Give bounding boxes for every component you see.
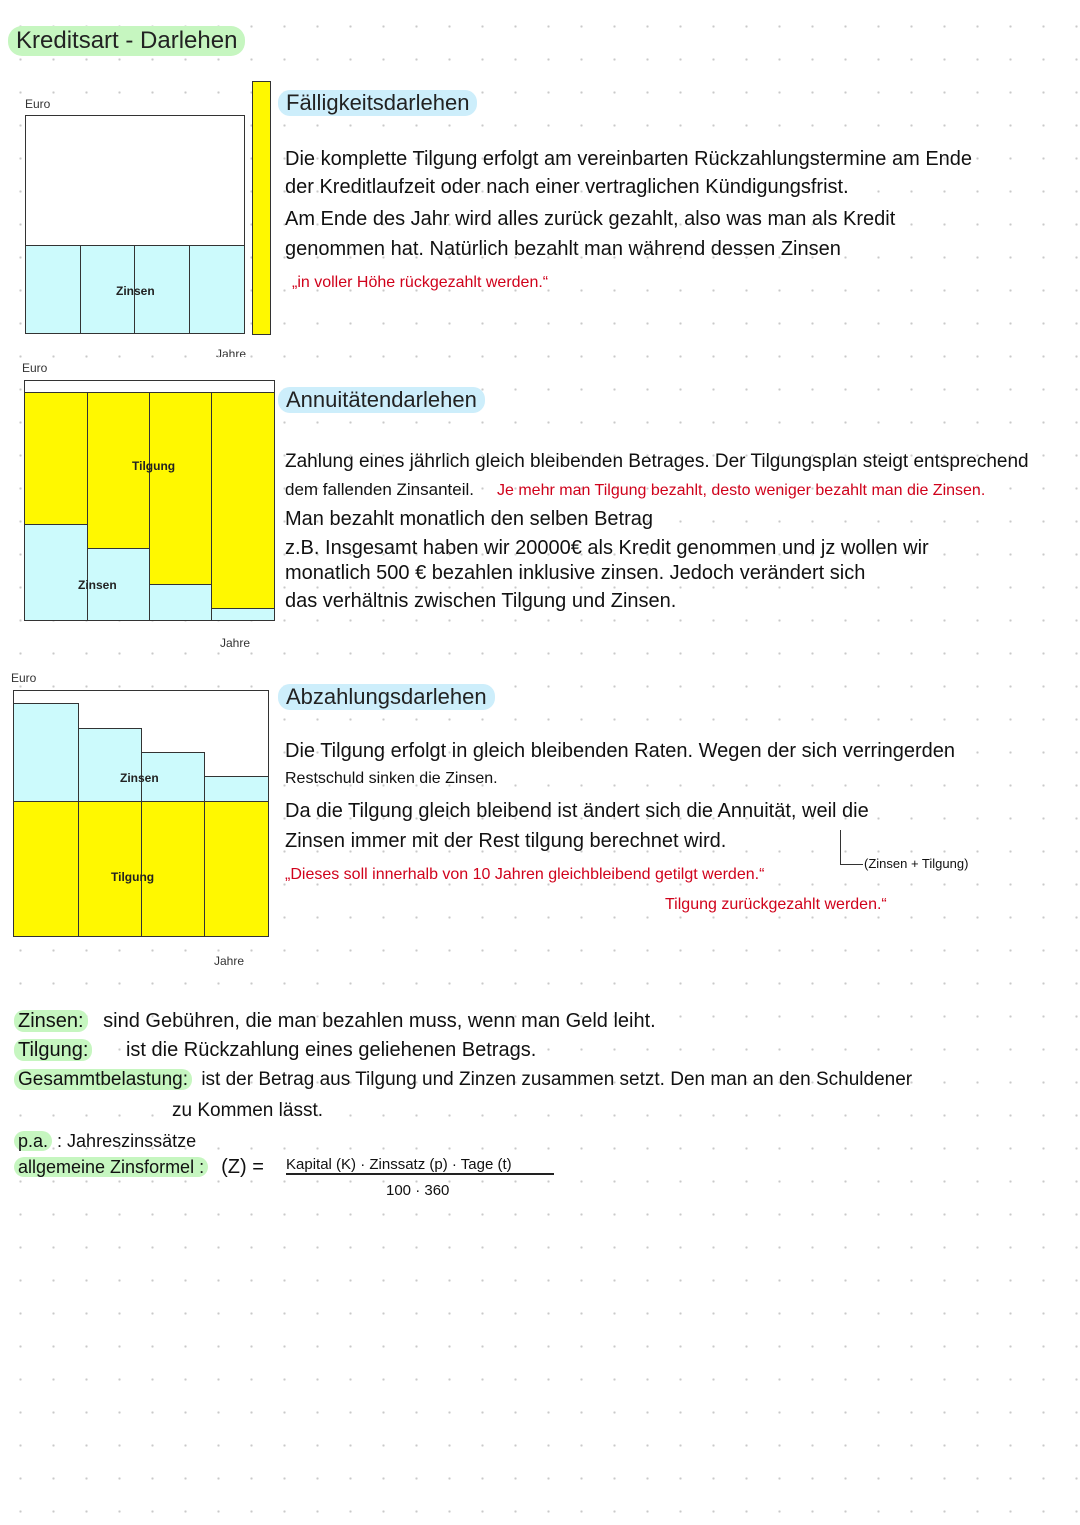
zinsen-label: Zinsen [116, 284, 155, 298]
text-line: Zahlung eines jährlich gleich bleibenden Betrages. Der Tilgungsplan steigt entsprechend [285, 451, 1029, 472]
definition-formel [14, 1156, 264, 1179]
zinsen-bar [13, 703, 79, 802]
tilgung-bar [13, 801, 79, 937]
zinsen-label: Zinsen [120, 771, 159, 785]
formula-denominator: 100 · 360 [386, 1182, 450, 1199]
definition-gesamtbelastung [14, 1069, 912, 1091]
heading-abzahlungsdarlehen: Abzahlungsdarlehen [278, 684, 495, 710]
tilgung-bar [252, 81, 271, 335]
term-zinsformel: allgemeine Zinsformel : [14, 1157, 208, 1177]
red-note: Je mehr man Tilgung bezahlt, desto weniger bezahlt man die Zinsen. [497, 482, 986, 499]
zinsen-bar [24, 524, 88, 621]
zinsen-bar [204, 776, 269, 802]
term-gesamtbelastung: Gesammtbelastung: [14, 1069, 192, 1090]
term-pa: p.a. [14, 1131, 52, 1151]
text-line: Die komplette Tilgung erfolgt am vereinbarten Rückzahlungstermine am Ende [285, 148, 973, 170]
text-line: z.B. Insgesamt haben wir 20000€ als Kredit genommen und jz wollen wir [285, 537, 929, 559]
term-tilgung: Tilgung: [14, 1039, 92, 1061]
definition-text: : Jahreszinssätze [57, 1131, 197, 1151]
text-line: Zinsen immer mit der Rest tilgung berechnet wird. [285, 830, 727, 852]
formula-lhs: (Z) = [221, 1156, 264, 1178]
definition-text: sind Gebühren, die man bezahlen muss, wenn man Geld leiht. [103, 1010, 656, 1032]
y-axis-label: Euro [11, 671, 37, 685]
term-zinsen: Zinsen: [14, 1010, 88, 1032]
annotation-arrow [840, 830, 863, 865]
page-title: Kreditsart - Darlehen [8, 26, 245, 56]
definition-pa [14, 1131, 196, 1152]
zinsen-label: Zinsen [78, 578, 117, 592]
text-line: dem fallenden Zinsanteil. [285, 480, 475, 499]
text-line: Am Ende des Jahr wird alles zurück gezahlt, also was man als Kredit [285, 208, 896, 230]
y-axis-label: Euro [25, 97, 51, 111]
x-axis-label: Jahre [216, 347, 247, 357]
definition-text: ist die Rückzahlung eines geliehenen Betrags. [125, 1039, 537, 1061]
text-line: Restschuld sinken die Zinsen. [285, 770, 498, 787]
zinsen-bar [78, 728, 142, 802]
quote: „in voller Höhe rückgezahlt werden.“ [292, 274, 549, 291]
definition-zinsen [14, 1010, 656, 1033]
definition-tilgung [14, 1039, 536, 1062]
formula-numerator: Kapital (K) · Zinssatz (p) · Tage (t) [286, 1156, 554, 1175]
tilgung-bar [141, 801, 205, 937]
text-line: das verhältnis zwischen Tilgung und Zinsen. [285, 590, 677, 612]
text-line: Man bezahlt monatlich den selben Betrag [285, 508, 654, 530]
annotation: (Zinsen + Tilgung) [864, 856, 969, 871]
text-line: genommen hat. Natürlich bezahlt man während dessen Zinsen [285, 238, 841, 260]
quote: „Dieses soll innerhalb von 10 Jahren gleichbleibend getilgt werden.“ [285, 866, 765, 883]
zinsen-bar [25, 245, 81, 334]
text-line: der Kreditlaufzeit oder nach einer vertraglichen Kündigungsfrist. [285, 176, 849, 198]
tilgung-bar [204, 801, 269, 937]
zinsen-bar [189, 245, 245, 334]
x-axis-label: Jahre [220, 636, 251, 650]
text-line: Die Tilgung erfolgt in gleich bleibenden Raten. Wegen der sich verringerden [285, 740, 956, 762]
tilgung-bar [78, 801, 142, 937]
tilgung-label: Tilgung [132, 459, 176, 473]
definition-text: ist der Betrag aus Tilgung und Zinzen zusammen setzt. Den man an den Schuldener [201, 1069, 913, 1090]
tilgung-label: Tilgung [111, 870, 155, 884]
x-axis-label: Jahre [214, 954, 245, 968]
text-line: monatlich 500 € bezahlen inklusive zinsen. Jedoch verändert sich [285, 562, 866, 584]
tilgung-bar [24, 392, 88, 525]
zinsen-bar [149, 584, 212, 621]
text-line: Da die Tilgung gleich bleibend ist ändert sich die Annuität, weil die [285, 800, 869, 822]
quote-continued: Tilgung zurückgezahlt werden.“ [665, 896, 887, 913]
heading-faelligkeitsdarlehen: Fälligkeitsdarlehen [278, 90, 477, 116]
tilgung-bar [211, 392, 275, 609]
zinsen-bar [211, 608, 275, 621]
y-axis-label: Euro [22, 361, 48, 375]
heading-annuitaetendarlehen: Annuitätendarlehen [278, 387, 485, 413]
tilgung-bar [149, 392, 212, 585]
definition-text-continued: zu Kommen lässt. [172, 1100, 323, 1121]
